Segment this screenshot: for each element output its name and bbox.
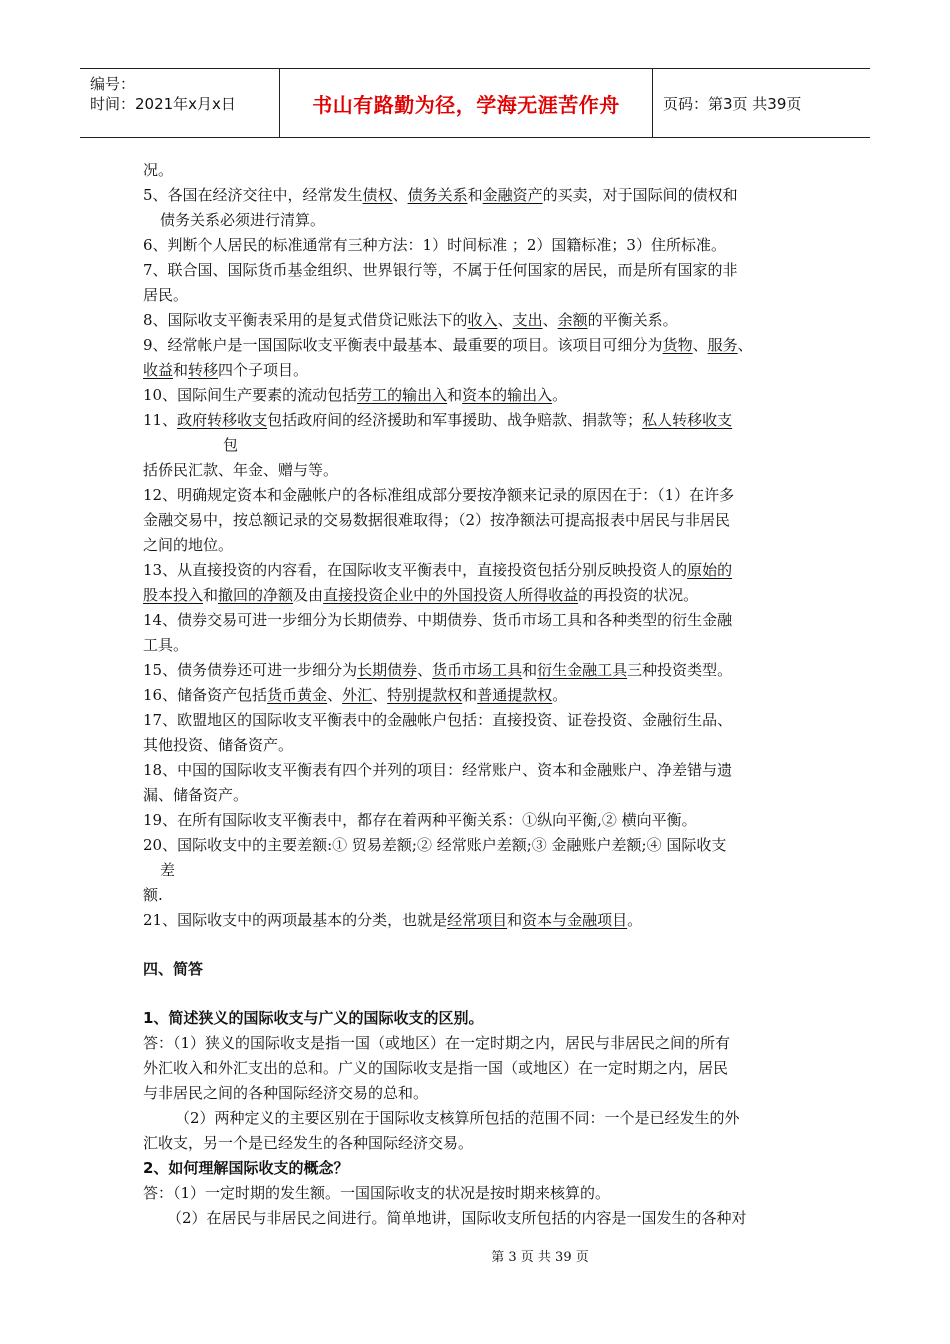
list-item: 14、债券交易可进一步细分为长期债券、中期债券、货币市场工具和各种类型的衍生金融 [143,611,733,629]
answer-line: 答：（1）狭义的国际收支是指一国（或地区）在一定时期之内，居民与非居民之间的所有 [143,1034,731,1052]
list-item-continued: 债务关系必须进行清算。 [160,211,326,229]
section-heading: 四、简答 [143,960,204,978]
list-item: 19、在所有国际收支平衡表中，都存在着两种平衡关系：①纵向平衡,② 横向平衡。 [143,811,697,829]
list-item: 5、各国在经济交往中，经常发生债权、债务关系和金融资产的买卖，对于国际间的债权和 [143,186,738,204]
list-item-continued: 收益和转移四个子项目。 [143,361,309,379]
list-item-continued: 额. [143,886,163,904]
page-footer: 第 3 页 共 39 页 [491,1250,589,1265]
answer-line: （2）两种定义的主要区别在于国际收支核算所包括的范围不同：一个是已经发生的外 [175,1109,740,1127]
list-item: 15、债务债券还可进一步细分为长期债券、货币市场工具和衍生金融工具三种投资类型。 [143,661,733,679]
header-meta [80,69,280,137]
list-item: 6、判断个人居民的标准通常有三种方法：1）时间标准 ；2）国籍标准；3）住所标准。 [143,236,726,254]
answer-line: 与非居民之间的各种国际经济交易的总和。 [143,1084,429,1102]
list-item: 11、政府转移收支包括政府间的经济援助和军事援助、战争赔款、捐款等；私人转移收支 [143,411,733,429]
answer-line: （2）在居民与非居民之间进行。简单地讲，国际收支所包括的内容是一国发生的各种对 [167,1209,747,1227]
answer-line: 外汇收入和外汇支出的总和。广义的国际收支是指一国（或地区）在一定时期之内，居民 [143,1059,729,1077]
question-heading: 2、如何理解国际收支的概念？ [143,1159,349,1177]
list-item-continued: 之间的地位。 [143,536,234,554]
list-item: 21、国际收支中的两项最基本的分类，也就是经常项目和资本与金融项目。 [143,911,643,929]
list-item: 9、经常帐户是一国国际收支平衡表中最基本、最重要的项目。该项目可细分为货物、服务、 [143,336,753,354]
page-header [80,68,870,138]
list-item-continued: 居民。 [143,286,189,304]
document-date: 时间：2021年x月x日 [90,95,236,113]
answer-line: 答：（1）一定时期的发生额。一国国际收支的状况是按时期来核算的。 [143,1184,611,1202]
list-item: 13、从直接投资的内容看，在国际收支平衡表中，直接投资包括分别反映投资人的原始的 [143,561,733,579]
document-number-label: 编号： [90,75,136,93]
list-item: 7、联合国、国际货币基金组织、世界银行等，不属于任何国家的居民，而是所有国家的非 [143,261,738,279]
header-motto: 书山有路勤为径，学海无涯苦作舟 [280,69,653,137]
document-body [143,158,813,1231]
question-heading: 1、简述狭义的国际收支与广义的国际收支的区别。 [143,1009,484,1027]
list-item-continued: 包 [223,436,239,454]
list-item: 12、明确规定资本和金融帐户的各标准组成部分要按净额来记录的原因在于：（1）在许多 [143,486,735,504]
list-item: 16、储备资产包括货币黄金、外汇、特别提款权和普通提款权。 [143,686,568,704]
list-item-continued: 工具。 [143,636,189,654]
list-item: 8、国际收支平衡表采用的是复式借贷记账法下的收入、支出、余额的平衡关系。 [143,311,678,329]
list-item-continued: 金融交易中，按总额记录的交易数据很难取得；（2）按净额法可提高报表中居民与非居民 [143,511,731,529]
list-item-continued: 差 [160,861,176,879]
list-item-continued: 股本投入和撤回的净额及由直接投资企业中的外国投资人所得收益的再投资的状况。 [143,586,699,604]
header-page-number: 页码：第3页 共39页 [663,94,802,113]
list-item: 17、欧盟地区的国际收支平衡表中的金融帐户包括：直接投资、证卷投资、金融衍生品、 [143,711,733,729]
list-item-continued: 括侨民汇款、年金、赠与等。 [143,461,339,479]
list-item: 20、国际收支中的主要差额:① 贸易差额;② 经常账户差额;③ 金融账户差额;④ 国际收支 [143,836,727,854]
list-item-continued: 漏、储备资产。 [143,786,249,804]
answer-line: 汇收支，另一个是已经发生的各种国际经济交易。 [143,1134,474,1152]
list-item-continued: 其他投资、储备资产。 [143,736,294,754]
list-item: 18、中国的国际收支平衡表有四个并列的项目：经常账户、资本和金融账户、净差错与遗 [143,761,733,779]
continued-line: 况。 [143,161,174,179]
list-item: 10、国际间生产要素的流动包括劳工的输出入和资本的输出入。 [143,386,568,404]
